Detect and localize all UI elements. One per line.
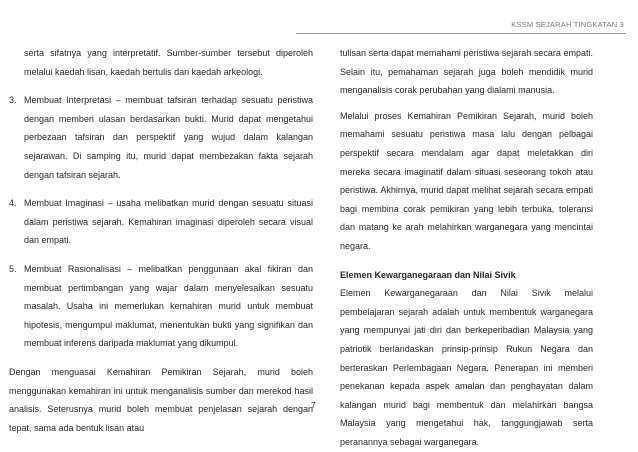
list-item-number: 4.: [9, 198, 17, 209]
right-column: [340, 44, 593, 451]
list-item-text: Membuat Imaginasi – usaha melibatkan murid dengan sesuatu situasi dalam peristiwa sejarah. Kemahiran imaginasi diperoleh secara visual dan empati.: [24, 198, 313, 246]
list-item: [9, 91, 313, 184]
header-rule: [296, 33, 626, 34]
list-item: [9, 194, 313, 250]
continuation-paragraph: serta sifatnya yang interpretatif. Sumber-sumber tersebut diperoleh melalui kaedah lisan, kaedah bertulis dan kaedah arkeologi.: [24, 48, 313, 77]
section-heading: Elemen Kewarganegaraan dan Nilai Sivik: [340, 269, 516, 280]
list-item-text: Membuat Rasionalisasi – melibatkan penggunaan akal fikiran dan membuat pertimbangan yang wajar dalam menyelesaikan sesuatu masalah. Usaha ini memerlukan kemahiran murid untuk membuat hipotesis, mengumpul maklumat, menentukan bukti yang signifikan dan membuat inferens daripada maklumat yang dikumpul.: [24, 263, 313, 349]
page-number: 7: [311, 400, 316, 410]
list-item-number: 3.: [9, 95, 17, 106]
list-item-number: 5.: [9, 263, 17, 274]
body-paragraph: Melalui proses Kemahiran Pemikiran Sejarah, murid boleh memahami sesuatu peristiwa masa lalu dengan pelbagai perspektif secara mendalam agar dapat meletakkan diri mereka secara imaginatif dalam situasi seseorang tokoh atau peristiwa. Akhirnya, murid dapat melihat sejarah secara empati bagi membina corak pemikiran yang lebih terbuka, toleransi dan matang ke arah melahirkan warganegara yang mencintai negara.: [340, 110, 593, 251]
closing-paragraph: Dengan menguasai Kemahiran Pemikiran Sejarah, murid boleh menggunakan kemahiran ini untuk menganalisis sumber dan merekod hasil analisis. Seterusnya murid boleh membuat penjelasan sejarah dengan tepat, sama ada bentuk lisan atau: [9, 366, 313, 433]
left-column: [9, 44, 313, 437]
running-header: KSSM SEJARAH TINGKATAN 3: [511, 20, 624, 29]
continuation-paragraph: tulisan serta dapat memahami peristiwa sejarah secara empati. Selain itu, pemahaman sejarah juga boleh mendidik murid menganalisis corak perubahan yang dialami manusia.: [340, 48, 593, 96]
list-item-text: Membuat Interpretasi – membuat tafsiran terhadap sesuatu peristiwa dengan memberi ulasan berdasarkan bukti. Murid dapat mengetahui perbezaan tafsiran dan perspektif yang wujud dalam kalangan sejarawan. Di samping itu, murid dapat membezakan fakta sejarah dengan tafsiran sejarah.: [24, 95, 313, 180]
list-item: [9, 260, 313, 353]
section-paragraph: Elemen Kewarganegaraan dan Nilai Sivik melalui pembelajaran sejarah adalah untuk membentuk warganegara yang mempunyai jati diri dan berkeperibadian Malaysia yang patriotik berlandaskan prinsip-prinsip Rukun Negara dan berteraskan Perlembagaan Negara. Penerapan ini memberi penekanan kepada aspek amalan dan penghayatan dalam kalangan murid bagi membentuk dan melahirkan bangsa Malaysia yang mengetahui hak, tanggungjawab serta peranannya sebagai warganegara.: [340, 288, 593, 447]
